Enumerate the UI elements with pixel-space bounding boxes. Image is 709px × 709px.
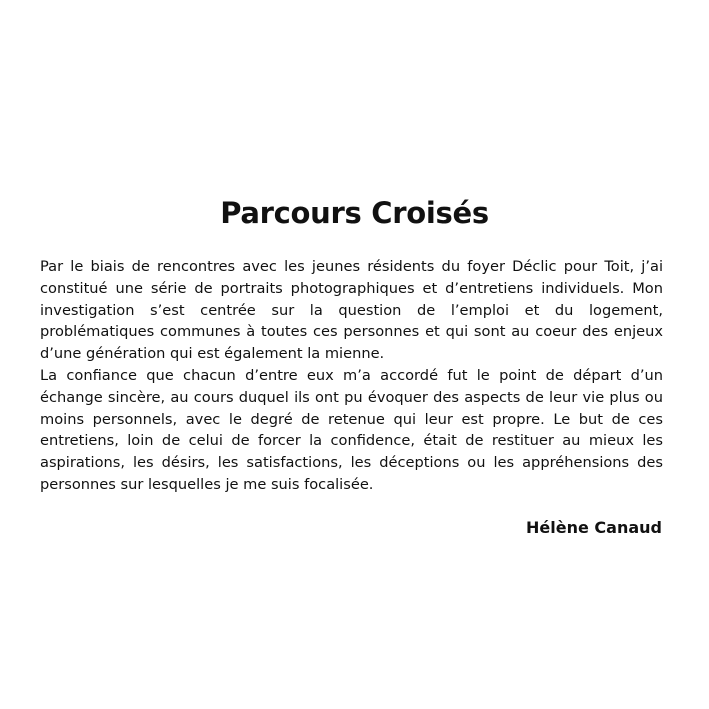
paragraph-2: La confiance que chacun d’entre eux m’a accordé fut le point de départ d’un échange sincère, au cours duquel ils ont pu évoquer des aspects de leur vie plus ou moins personnels, avec le degré de retenue qui leur est propre. Le but de ces entretiens, loin de celui de forcer la confidence, était de restituer au mieux les aspirations, les désirs, les satisfactions, les déceptions ou les appréhensions des personnes sur lesquelles je me suis focalisée. (40, 366, 663, 493)
body-text (40, 256, 663, 496)
page-title: Parcours Croisés (220, 196, 489, 230)
author-signature: Hélène Canaud (526, 518, 662, 537)
paragraph-1: Par le biais de rencontres avec les jeunes résidents du foyer Déclic pour Toit, j’ai constitué une série de portraits photographiques et d’entretiens individuels. Mon investigation s’est centrée sur la question de l’emploi et du logement, problématiques communes à toutes ces personnes et qui sont au coeur des enjeux d’une génération qui est également la mienne. (40, 258, 663, 363)
